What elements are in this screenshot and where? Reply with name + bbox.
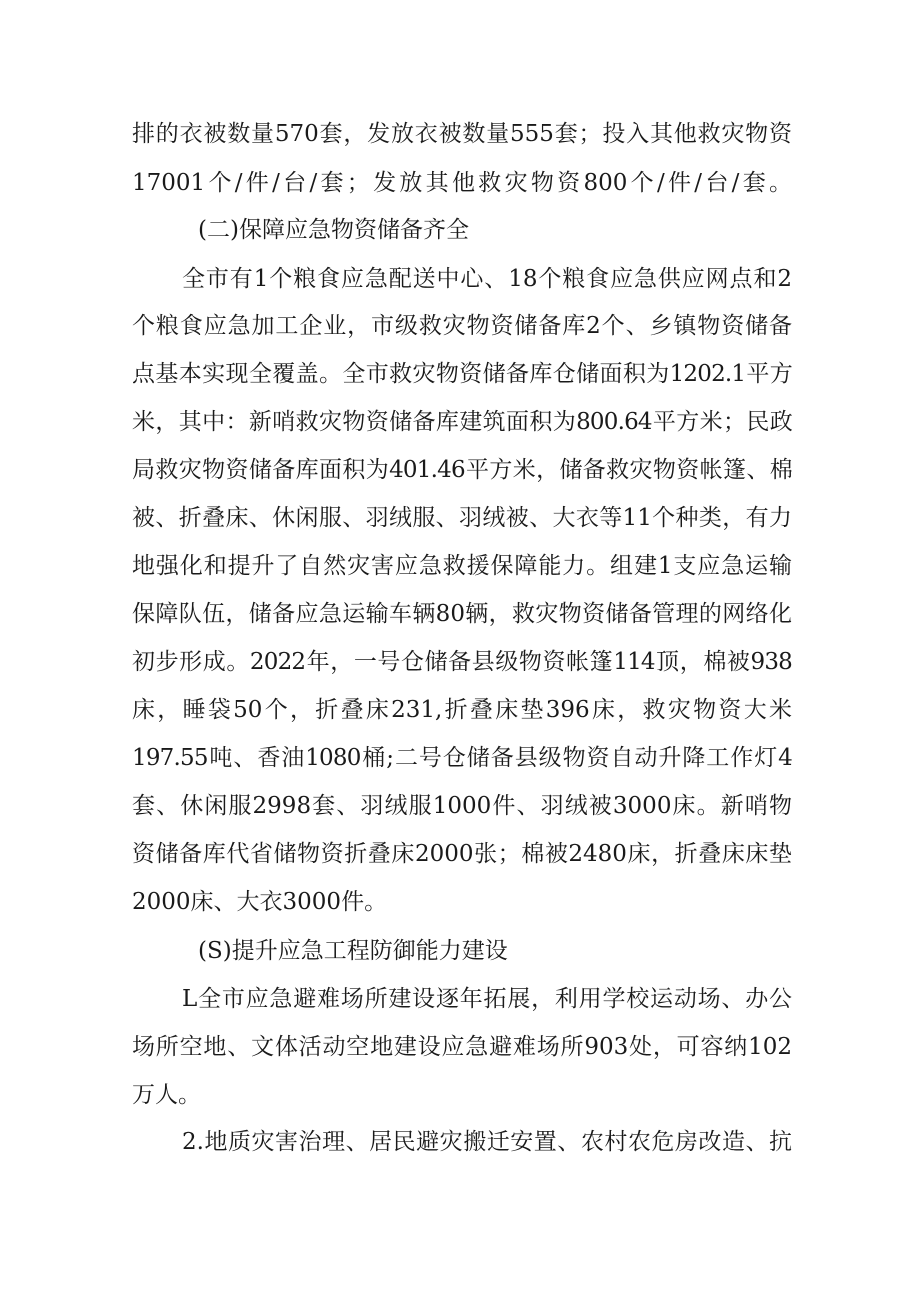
paragraph-line: 万人。 xyxy=(132,1082,201,1108)
paragraph-line: 197.55吨、香油1080桶;二号仓储备县级物资自动升降工作灯4 xyxy=(132,745,792,771)
paragraph-line: 点基本实现全覆盖。全市救灾物资储备库仓储面积为1202.1平方 xyxy=(132,361,792,387)
paragraph-line: 初步形成。2022年，一号仓储备县级物资帐篷114顶，棉被938 xyxy=(132,649,792,675)
section-heading: (二)保障应急物资储备齐全 xyxy=(198,217,469,243)
paragraph-line: 保障队伍，储备应急运输车辆80辆，救灾物资储备管理的网络化 xyxy=(132,601,792,627)
section-heading: (S)提升应急工程防御能力建设 xyxy=(198,938,508,964)
paragraph-line: 套、休闲服2998套、羽绒服1000件、羽绒被3000床。新哨物 xyxy=(132,793,792,819)
paragraph-line: 17001个/件/台/套；发放其他救灾物资800个/件/台/套。 xyxy=(132,170,792,196)
paragraph-line: 全市有1个粮食应急配送中心、18个粮食应急供应网点和2 xyxy=(182,266,792,292)
paragraph-line: 地强化和提升了自然灾害应急救援保障能力。组建1支应急运输 xyxy=(132,553,792,579)
paragraph-line: L全市应急避难场所建设逐年拓展，利用学校运动场、办公 xyxy=(182,986,792,1012)
paragraph-line: 场所空地、文体活动空地建设应急避难场所903处，可容纳102 xyxy=(132,1034,792,1060)
paragraph-line: 个粮食应急加工企业，市级救灾物资储备库2个、乡镇物资储备 xyxy=(132,313,792,339)
paragraph-line: 资储备库代省储物资折叠床2000张；棉被2480床，折叠床床垫 xyxy=(132,841,792,867)
paragraph-line: 被、折叠床、休闲服、羽绒服、羽绒被、大衣等11个种类，有力 xyxy=(132,505,792,531)
paragraph-line: 2000床、大衣3000件。 xyxy=(132,889,388,915)
paragraph-line: 排的衣被数量570套，发放衣被数量555套；投入其他救灾物资 xyxy=(132,121,792,147)
paragraph-line: 米，其中：新哨救灾物资储备库建筑面积为800.64平方米；民政 xyxy=(132,409,792,435)
paragraph-line: 局救灾物资储备库面积为401.46平方米，储备救灾物资帐篷、棉 xyxy=(132,457,792,483)
paragraph-line: 床，睡袋50个，折叠床231,折叠床垫396床，救灾物资大米 xyxy=(132,697,792,723)
paragraph-line: 2.地质灾害治理、居民避灾搬迁安置、农村农危房改造、抗 xyxy=(182,1129,792,1155)
